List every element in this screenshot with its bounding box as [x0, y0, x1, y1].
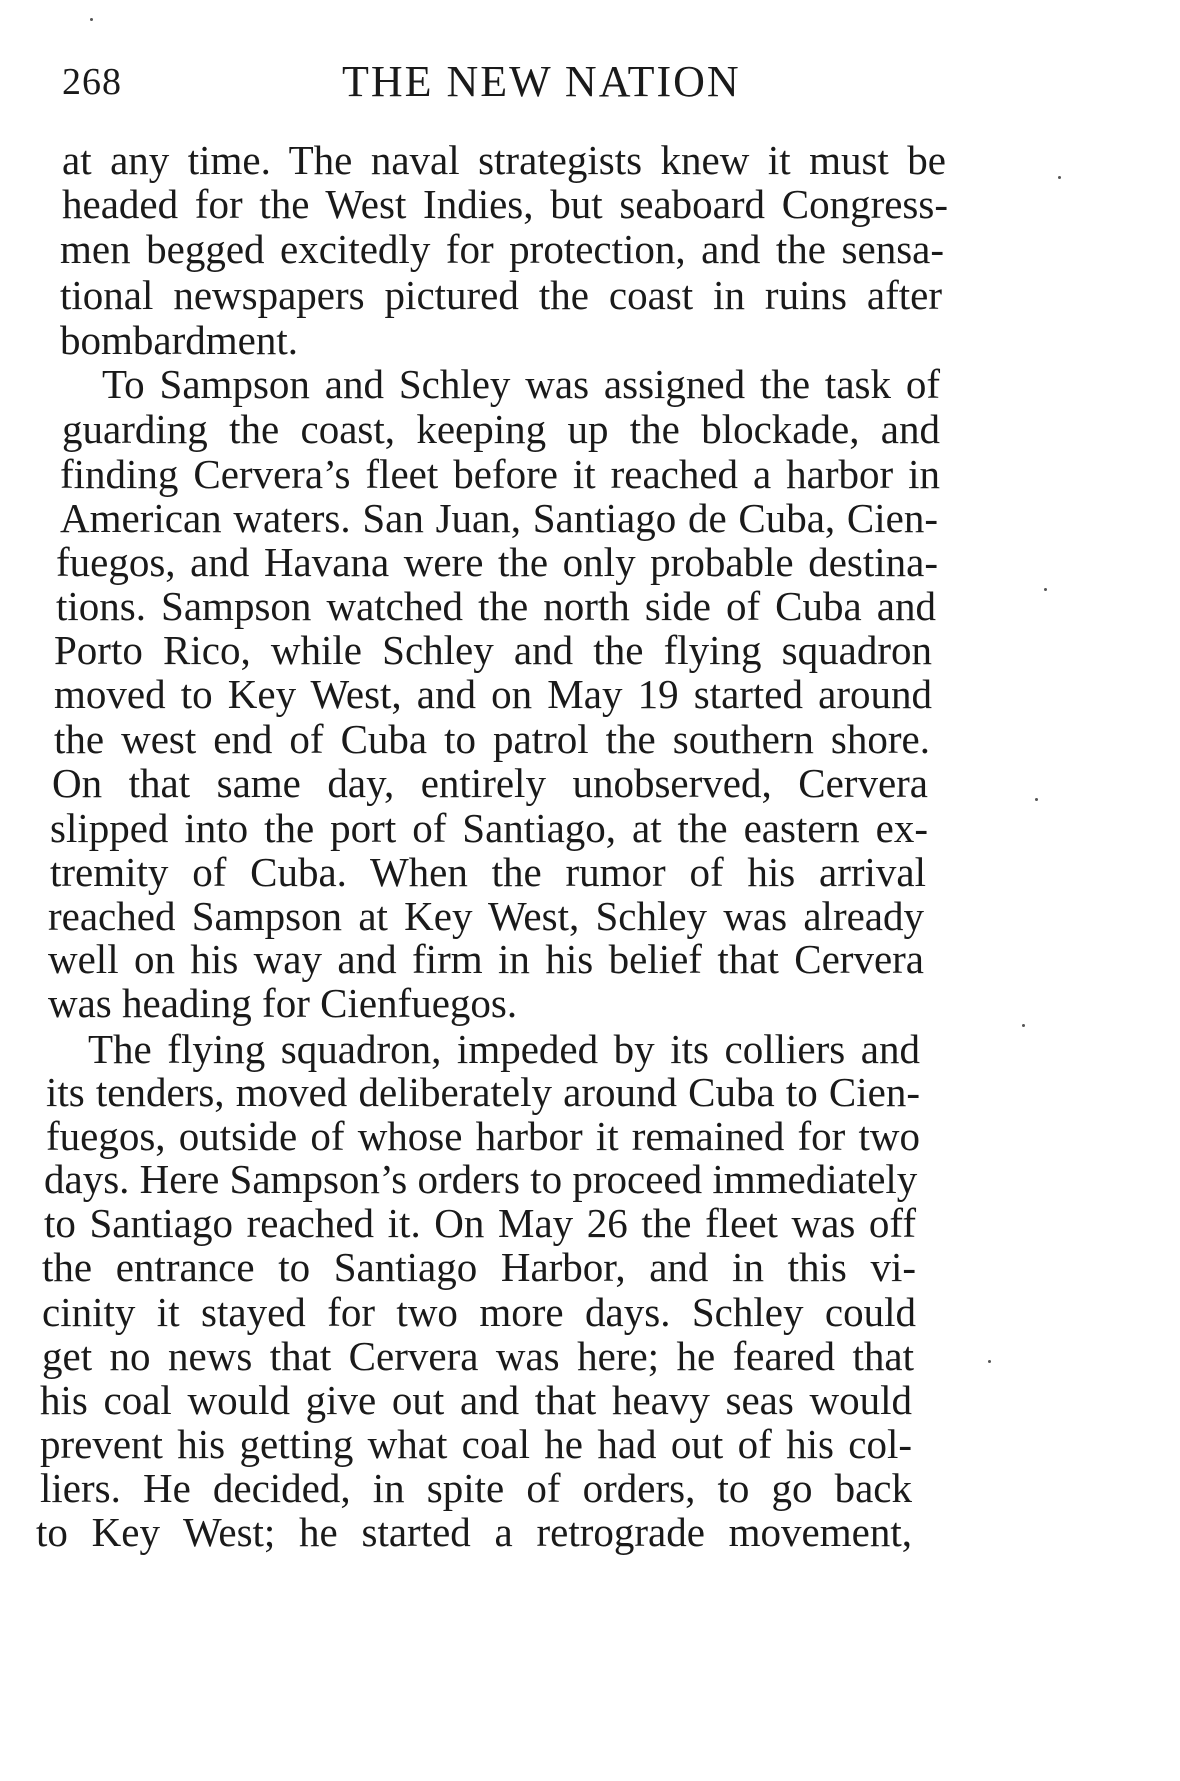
- text-line: its tenders, moved deliberately around Cuba to Cien-: [46, 1069, 920, 1115]
- scan-speck: [1044, 588, 1047, 591]
- text-line: to Key West; he started a retrograde movement,: [36, 1509, 912, 1555]
- text-line: Porto Rico, while Schley and the flying squadron: [54, 627, 932, 673]
- text-line: his coal would give out and that heavy seas would: [40, 1377, 912, 1423]
- text-line: get no news that Cervera was here; he feared that: [42, 1333, 914, 1379]
- text-line: well on his way and firm in his belief that Cervera: [48, 936, 924, 982]
- text-line: On that same day, entirely unobserved, Cervera: [52, 760, 928, 806]
- text-line: was heading for Cienfuegos.: [48, 980, 518, 1026]
- running-head: [62, 56, 782, 116]
- text-line: The flying squadron, impeded by its colliers and: [88, 1026, 920, 1072]
- text-line: fuegos, outside of whose harbor it remained for two: [46, 1113, 920, 1159]
- book-title: THE NEW NATION: [342, 57, 741, 106]
- text-line: guarding the coast, keeping up the blockade, and: [62, 406, 940, 452]
- text-line: prevent his getting what coal he had out of his col-: [40, 1421, 912, 1467]
- text-line: moved to Key West, and on May 19 started around: [54, 671, 932, 717]
- scan-speck: [1022, 1024, 1025, 1027]
- text-line: liers. He decided, in spite of orders, to go back: [40, 1465, 912, 1511]
- text-line: American waters. San Juan, Santiago de Cuba, Cien-: [60, 495, 938, 541]
- text-line: reached Sampson at Key West, Schley was already: [48, 893, 924, 939]
- scan-speck: [988, 1360, 991, 1363]
- text-line: slipped into the port of Santiago, at the eastern ex-: [50, 805, 928, 851]
- text-line: cinity it stayed for two more days. Schley could: [42, 1289, 916, 1335]
- text-line: days. Here Sampson’s orders to proceed immediately: [44, 1156, 918, 1202]
- scan-speck: [90, 18, 93, 21]
- text-line: headed for the West Indies, but seaboard Congress-: [62, 181, 948, 227]
- text-line: bombardment.: [60, 317, 298, 363]
- text-line: fuegos, and Havana were the only probable destina-: [56, 539, 938, 585]
- scan-speck: [1058, 176, 1061, 179]
- scan-speck: [1035, 798, 1038, 801]
- text-line: at any time. The naval strategists knew it must be: [62, 137, 946, 183]
- text-line: the entrance to Santiago Harbor, and in this vi-: [42, 1244, 916, 1290]
- text-line: finding Cervera’s fleet before it reached a harbor in: [60, 451, 940, 497]
- text-line: tional newspapers pictured the coast in ruins after: [60, 272, 942, 318]
- text-line: To Sampson and Schley was assigned the task of: [102, 361, 940, 407]
- text-line: men begged excitedly for protection, and the sensa-: [60, 226, 944, 272]
- text-line: tremity of Cuba. When the rumor of his arrival: [50, 849, 926, 895]
- page-number: 268: [62, 61, 122, 103]
- text-line: tions. Sampson watched the north side of Cuba and: [56, 583, 936, 629]
- text-line: to Santiago reached it. On May 26 the fleet was off: [44, 1200, 916, 1246]
- text-line: the west end of Cuba to patrol the southern shore.: [54, 716, 930, 762]
